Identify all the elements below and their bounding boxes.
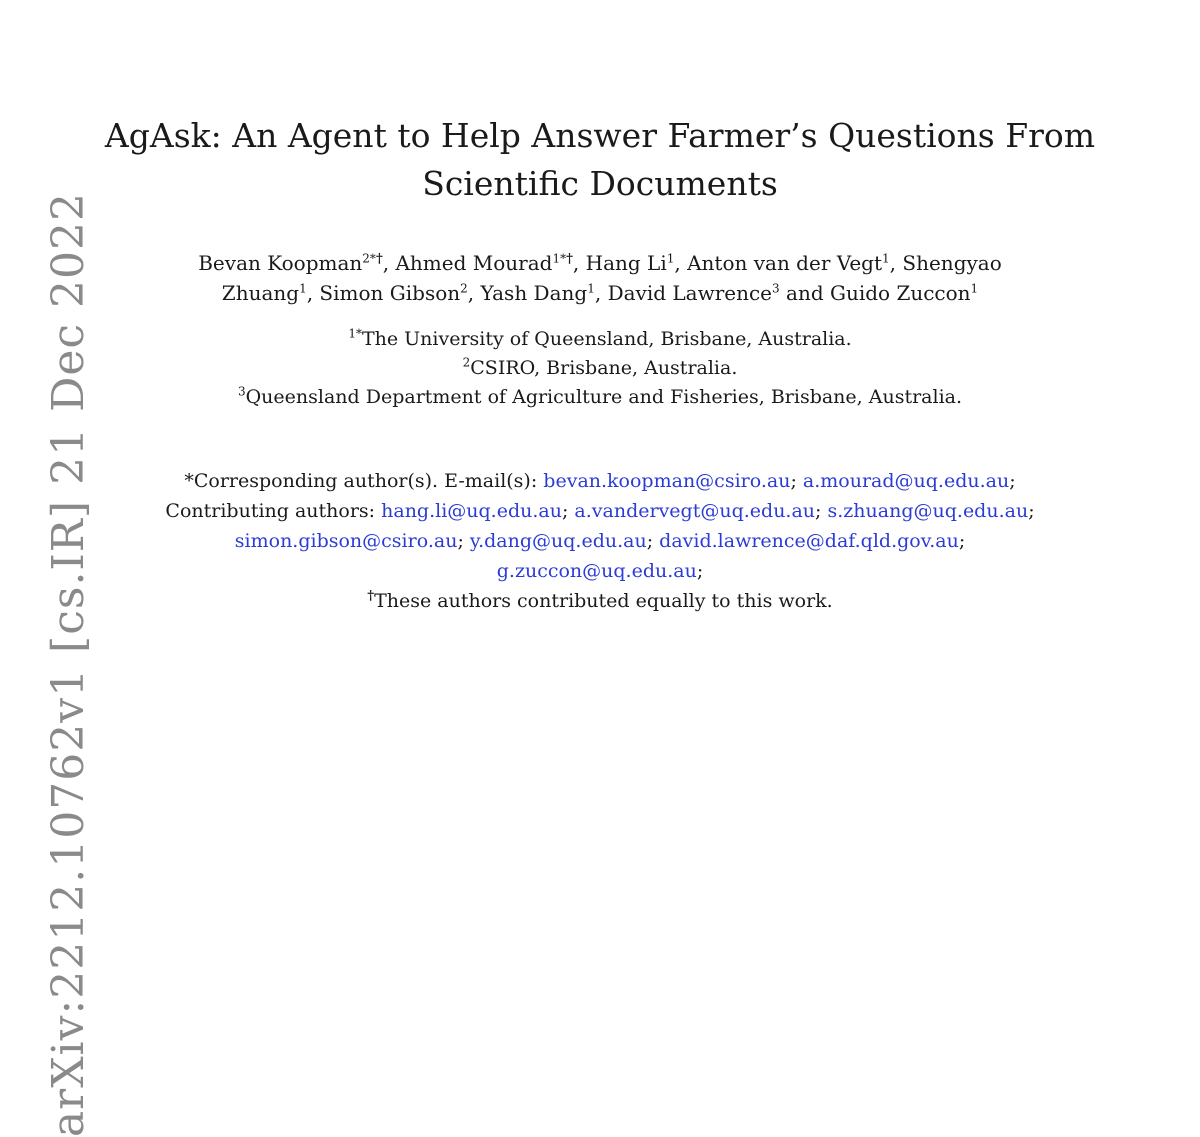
- email-link[interactable]: simon.gibson@csiro.au: [234, 530, 458, 552]
- paper-title-line-1: AgAsk: An Agent to Help Answer Farmer’s Questions From: [104, 116, 1096, 155]
- author: [395, 251, 572, 275]
- dagger-mark: †: [375, 251, 383, 267]
- author: [608, 281, 780, 305]
- equal-contribution-note: [60, 586, 1140, 616]
- author-name: Ahmed Mourad: [395, 251, 553, 275]
- author-name: Shengyao: [902, 251, 1002, 275]
- email-separator: ;: [696, 560, 704, 582]
- dagger-mark: †: [566, 251, 573, 267]
- email-separator: ;: [457, 530, 464, 552]
- author-name: Anton van der Vegt: [687, 251, 883, 275]
- email-link[interactable]: a.mourad@uq.edu.au: [802, 470, 1010, 492]
- author-name: Yash Dang: [480, 281, 588, 305]
- author-separator: ,: [467, 281, 481, 305]
- affiliation-text: CSIRO, Brisbane, Australia.: [470, 357, 738, 379]
- email-link[interactable]: david.lawrence@daf.qld.gov.au: [659, 530, 959, 552]
- author-affiliation-mark: 1: [587, 281, 595, 296]
- author-name: Simon Gibson: [319, 281, 461, 305]
- author-affiliation-mark: 1: [970, 281, 979, 296]
- corresponding-label: *Corresponding author(s). E-mail(s):: [184, 470, 538, 492]
- author-name: Hang Li: [585, 251, 667, 275]
- author: [480, 281, 594, 305]
- affiliation-text: The University of Queensland, Brisbane, Australia.: [361, 328, 852, 350]
- corresponding-emails: [543, 470, 1015, 492]
- author-name: Guido Zuccon: [829, 281, 971, 305]
- email-separator: ;: [561, 500, 569, 522]
- email-separator: ;: [1009, 470, 1016, 492]
- affiliation-text: Queensland Department of Agriculture and Fisheries, Brisbane, Australia.: [245, 386, 963, 408]
- email-separator: ;: [646, 530, 654, 552]
- contributing-label: Contributing authors:: [165, 500, 376, 522]
- dagger-mark: †: [367, 588, 375, 604]
- arxiv-identifier-text: arXiv:2212.10762v1 [cs.IR] 21 Dec 2022: [42, 192, 94, 1137]
- author-affiliation-mark: 2*: [362, 251, 376, 266]
- email-link[interactable]: bevan.koopman@csiro.au: [543, 470, 791, 492]
- equal-contribution-text: These authors contributed equally to this work.: [374, 590, 833, 612]
- author-separator: ,: [572, 251, 586, 275]
- email-separator: ;: [958, 530, 966, 552]
- author-separator: and: [779, 281, 830, 305]
- affiliation-line: [80, 354, 1120, 383]
- author-affiliation-mark: 1: [882, 251, 890, 266]
- author-separator: ,: [382, 251, 396, 275]
- affiliation-mark: 3: [237, 384, 246, 399]
- correspondence-block: [60, 466, 1140, 616]
- contributing-authors-block: [60, 496, 1140, 586]
- email-link[interactable]: y.dang@uq.edu.au: [469, 530, 647, 552]
- affiliation-line: [80, 383, 1120, 412]
- paper-title-line-2: Scientific Documents: [422, 164, 778, 203]
- affiliation-list: [80, 325, 1120, 412]
- author: [687, 251, 890, 275]
- email-separator: ;: [1028, 500, 1035, 522]
- author-separator: ,: [889, 251, 903, 275]
- email-link[interactable]: s.zhuang@uq.edu.au: [827, 500, 1029, 522]
- author-affiliation-mark: 1: [666, 251, 675, 266]
- affiliation-mark: 2: [462, 355, 471, 370]
- author-separator: ,: [306, 281, 320, 305]
- email-link[interactable]: hang.li@uq.edu.au: [381, 500, 562, 522]
- email-link[interactable]: g.zuccon@uq.edu.au: [496, 560, 697, 582]
- author-name: David Lawrence: [607, 281, 773, 305]
- author-name: Zhuang: [221, 281, 300, 305]
- author-affiliation-mark: 1*: [552, 251, 567, 266]
- author-separator: ,: [674, 251, 688, 275]
- affiliation-mark: 1*: [348, 326, 362, 341]
- email-separator: ;: [815, 500, 822, 522]
- author-affiliation-mark: 3: [772, 281, 780, 296]
- author-list: [80, 248, 1120, 308]
- author-name: Bevan Koopman: [198, 251, 363, 275]
- corresponding-authors-line: [60, 466, 1140, 496]
- author-affiliation-mark: 1: [299, 281, 307, 296]
- author: [319, 281, 467, 305]
- email-link[interactable]: a.vandervegt@uq.edu.au: [574, 500, 816, 522]
- paper-title: [100, 112, 1100, 208]
- author: [198, 251, 383, 275]
- author: [586, 251, 675, 275]
- author-affiliation-mark: 2: [460, 281, 468, 296]
- email-separator: ;: [790, 470, 797, 492]
- author-separator: ,: [594, 281, 608, 305]
- affiliation-line: [80, 325, 1120, 354]
- author: [830, 281, 978, 305]
